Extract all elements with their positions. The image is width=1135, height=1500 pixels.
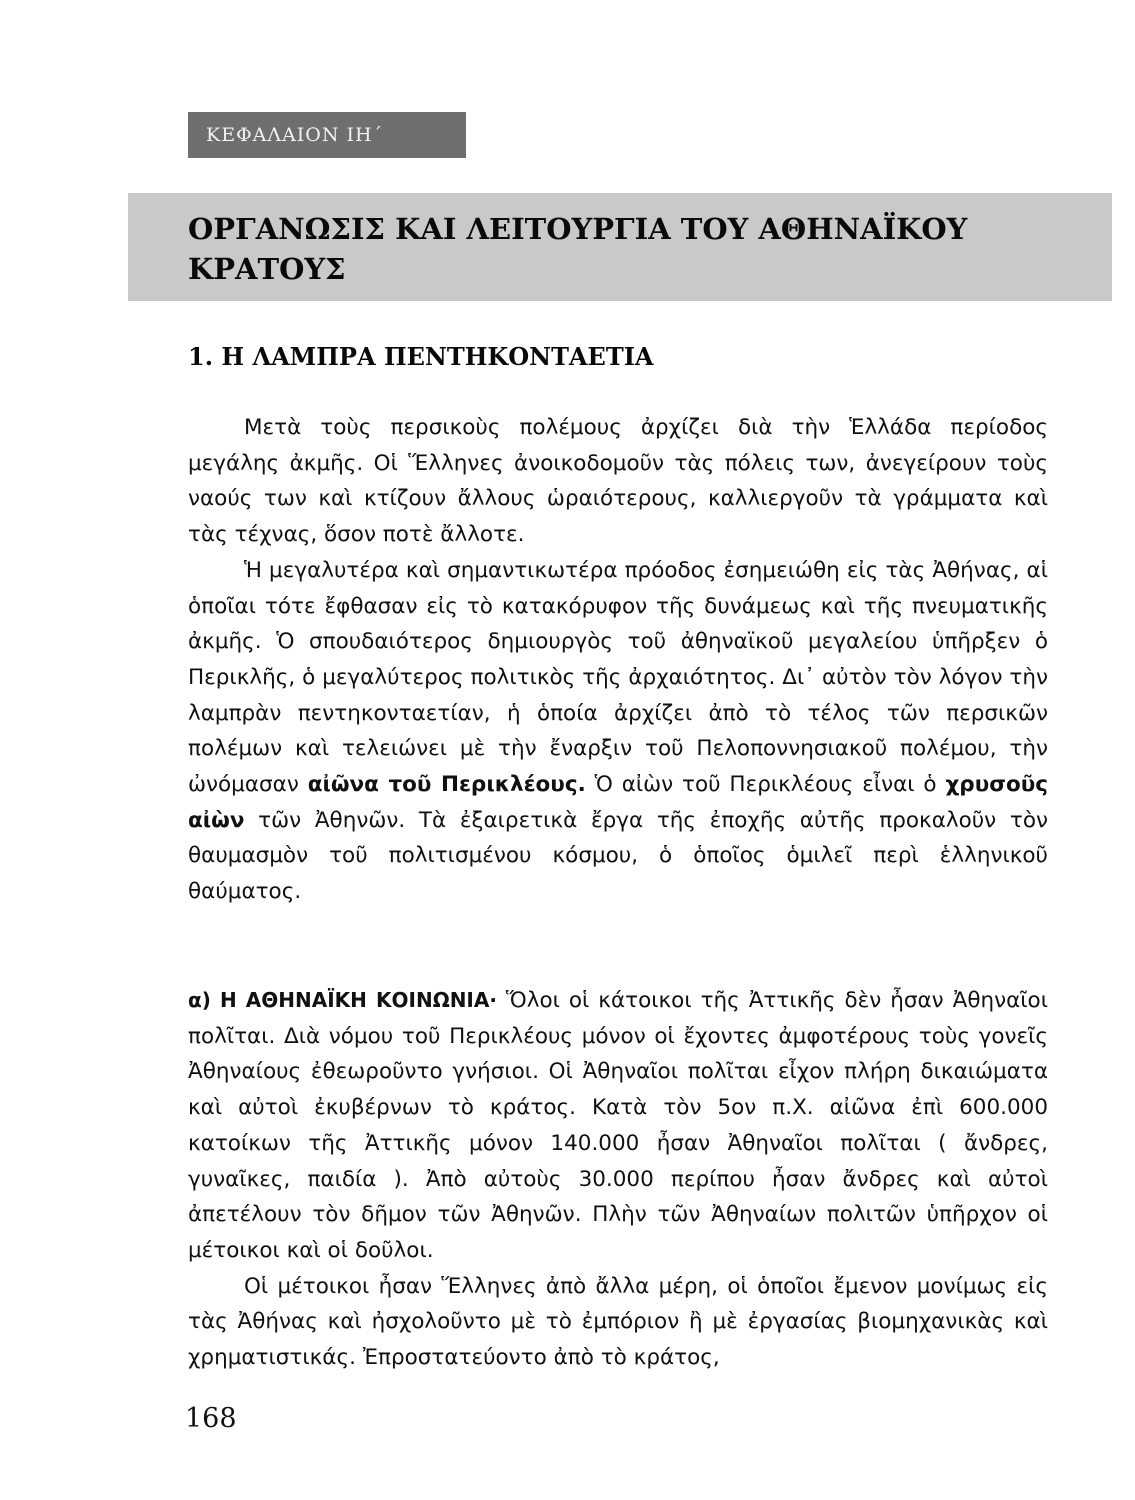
sub-heading: α) Η ΑΘΗΝΑΪΚΗ ΚΟΙΝΩΝΙΑ· — [188, 988, 497, 1012]
page-number: 168 — [185, 1403, 237, 1434]
paragraph: Οἱ μέτοικοι ἦσαν Ἕλληνες ἀπὸ ἄλλα μέρη, οἱ ὁποῖοι ἔμενον μονίμως εἰς τὰς Ἀθήνας καὶ ἠσχολοῦντο μὲ τὸ ἐμπόριον ἢ μὲ ἐργασίας βιομηχανικὰς καὶ χρηματιστικάς. Ἐπροστατεύοντο ἀπὸ τὸ κράτος, — [188, 1273, 1048, 1371]
chapter-title: ΟΡΓΑΝΩΣΙΣ ΚΑΙ ΛΕΙΤΟΥΡΓΙΑ ΤΟΥ ΑΘΗΝΑΪΚΟΥ ΚΡΑΤΟΥΣ — [188, 212, 968, 286]
paragraph — [188, 983, 1048, 1269]
paragraph-text: τῶν Ἀθηνῶν. Τὰ ἐξαιρετικὰ ἔργα τῆς ἐποχῆς αὐτῆς προκαλοῦν τὸν θαυμασμὸν τοῦ πολιτισμένου κόσμου, ὁ ὁποῖος ὁμιλεῖ περὶ ἑλληνικοῦ θαύματος. — [188, 807, 1048, 905]
paragraph-text: Ὅλοι οἱ κάτοικοι τῆς Ἀττικῆς δὲν ἦσαν Ἀθηναῖοι πολῖται. Διὰ νόμου τοῦ Περικλέους μόνον οἱ ἔχοντες ἀμφοτέρους τοὺς γονεῖς Ἀθηναίους ἐθεωροῦντο γνήσιοι. Οἱ Ἀθηναῖοι πολῖται εἶχον πλήρη δικαιώματα καὶ αὐτοὶ ἐκυβέρνων τὸ κράτος. Κατὰ τὸν 5ον π.Χ. αἰῶνα ἐπὶ 600.000 κατοίκων τῆς Ἀττικῆς μόνον 140.000 ἦσαν Ἀθηναῖοι πολῖται ( ἄνδρες, γυναῖκες, παιδία ). Ἀπὸ αὐτοὺς 30.000 περίπου ἦσαν ἄνδρες καὶ αὐτοὶ ἀπετέλουν τὸν δῆμον τῶν Ἀθηνῶν. Πλὴν τῶν Ἀθηναίων πολιτῶν ὑπῆρχον οἱ μέτοικοι καὶ οἱ δοῦλοι. — [188, 988, 1048, 1263]
chapter-label: ΚΕΦΑΛΑΙΟΝ ΙΗ΄ — [188, 112, 466, 158]
paragraph-text: Ἡ μεγαλυτέρα καὶ σημαντικωτέρα πρόοδος ἐσημειώθη εἰς τὰς Ἀθήνας, αἱ ὁποῖαι τότε ἔφθασαν εἰς τὸ κατακόρυφον τῆς δυνάμεως καὶ τῆς πνευματικῆς ἀκμῆς. Ὁ σπουδαιότερος δημιουργὸς τοῦ ἀθηναϊκοῦ μεγαλείου ὑπῆρξεν ὁ Περικλῆς, ὁ μεγαλύτερος πολιτικὸς τῆς ἀρχαιότητος. Δι᾽ αὐτὸν τὸν λόγον τὴν λαμπρὰν πεντηκονταετίαν, ἡ ὁποία ἀρχίζει ἀπὸ τὸ τέλος τῶν περσικῶν πολέμων καὶ τελειώνει μὲ τὴν ἔναρξιν τοῦ Πελοποννησιακοῦ πολέμου, τὴν ὠνόμασαν — [188, 557, 1048, 798]
emphasis-text: χρυσοῦς αἰὼν — [188, 772, 1048, 833]
paragraph-text: Ὁ αἰὼν τοῦ Περικλέους εἶναι ὁ — [585, 772, 946, 798]
section-heading: 1. Η ΛΑΜΠΡΑ ΠΕΝΤΗΚΟΝΤΑΕΤΙΑ — [188, 342, 654, 371]
paragraph — [188, 553, 1048, 910]
paragraph: Μετὰ τοὺς περσικοὺς πολέμους ἀρχίζει διὰ τὴν Ἑλλάδα περίοδος μεγάλης ἀκμῆς. Οἱ Ἕλληνες ἀνοικοδομοῦν τὰς πόλεις των, ἀνεγείρουν τοὺς ναούς των καὶ κτίζουν ἄλλους ὡραιότερους, καλλιεργοῦν τὰ γράμματα καὶ τὰς τέχνας, ὅσον ποτὲ ἄλλοτε. — [188, 415, 1048, 548]
section-1-body — [188, 410, 1048, 910]
section-2-body — [188, 983, 1048, 1376]
emphasis-text: αἰῶνα τοῦ Περικλέους. — [307, 772, 586, 798]
